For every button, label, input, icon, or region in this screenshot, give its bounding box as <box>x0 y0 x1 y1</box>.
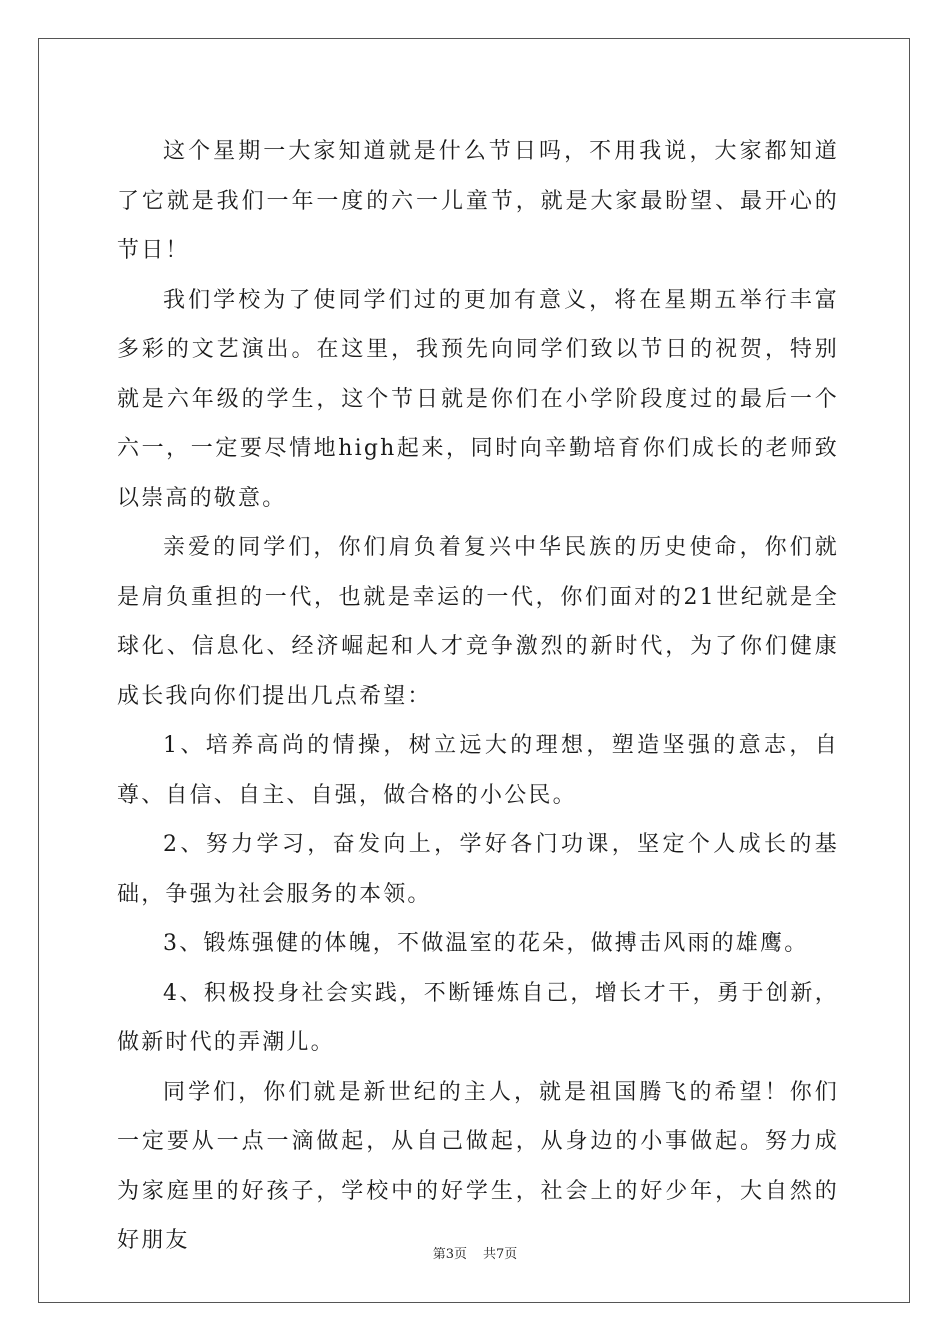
paragraph-5: 2、努力学习，奋发向上，学好各门功课，坚定个人成长的基础，争强为社会服务的本领。 <box>117 832 839 907</box>
page-number-total: 共7页 <box>483 1247 518 1262</box>
page-footer <box>0 1247 950 1263</box>
paragraph-4: 1、培养高尚的情操，树立远大的理想，塑造坚强的意志，自尊、自信、自主、自强，做合格的小公民。 <box>117 733 839 808</box>
paragraph-6: 3、锻炼强健的体魄，不做温室的花朵，做搏击风雨的雄鹰。 <box>163 931 809 956</box>
paragraph-1: 这个星期一大家知道就是什么节日吗，不用我说，大家都知道了它就是我们一年一度的六一儿童节，就是大家最盼望、最开心的节日！ <box>117 139 839 263</box>
document-body <box>117 127 839 1266</box>
paragraph-2: 我们学校为了使同学们过的更加有意义，将在星期五举行丰富多彩的文艺演出。在这里，我预先向同学们致以节日的祝贺，特别就是六年级的学生，这个节日就是你们在小学阶段度过的最后一个六一，一定要尽情地high起来，同时向辛勤培育你们成长的老师致以崇高的敬意。 <box>117 287 839 511</box>
paragraph-3: 亲爱的同学们，你们肩负着复兴中华民族的历史使命，你们就是肩负重担的一代，也就是幸运的一代，你们面对的21世纪就是全球化、信息化、经济崛起和人才竞争激烈的新时代，为了你们健康成长我向你们提出几点希望： <box>117 535 839 709</box>
page-number-current: 第3页 <box>432 1247 467 1262</box>
paragraph-7: 4、积极投身社会实践，不断锤炼自己，增长才干，勇于创新，做新时代的弄潮儿。 <box>117 980 839 1055</box>
paragraph-8: 同学们，你们就是新世纪的主人，就是祖国腾飞的希望！你们一定要从一点一滴做起，从自己做起，从身边的小事做起。努力成为家庭里的好孩子，学校中的好学生，社会上的好少年，大自然的好朋友 <box>117 1079 839 1253</box>
